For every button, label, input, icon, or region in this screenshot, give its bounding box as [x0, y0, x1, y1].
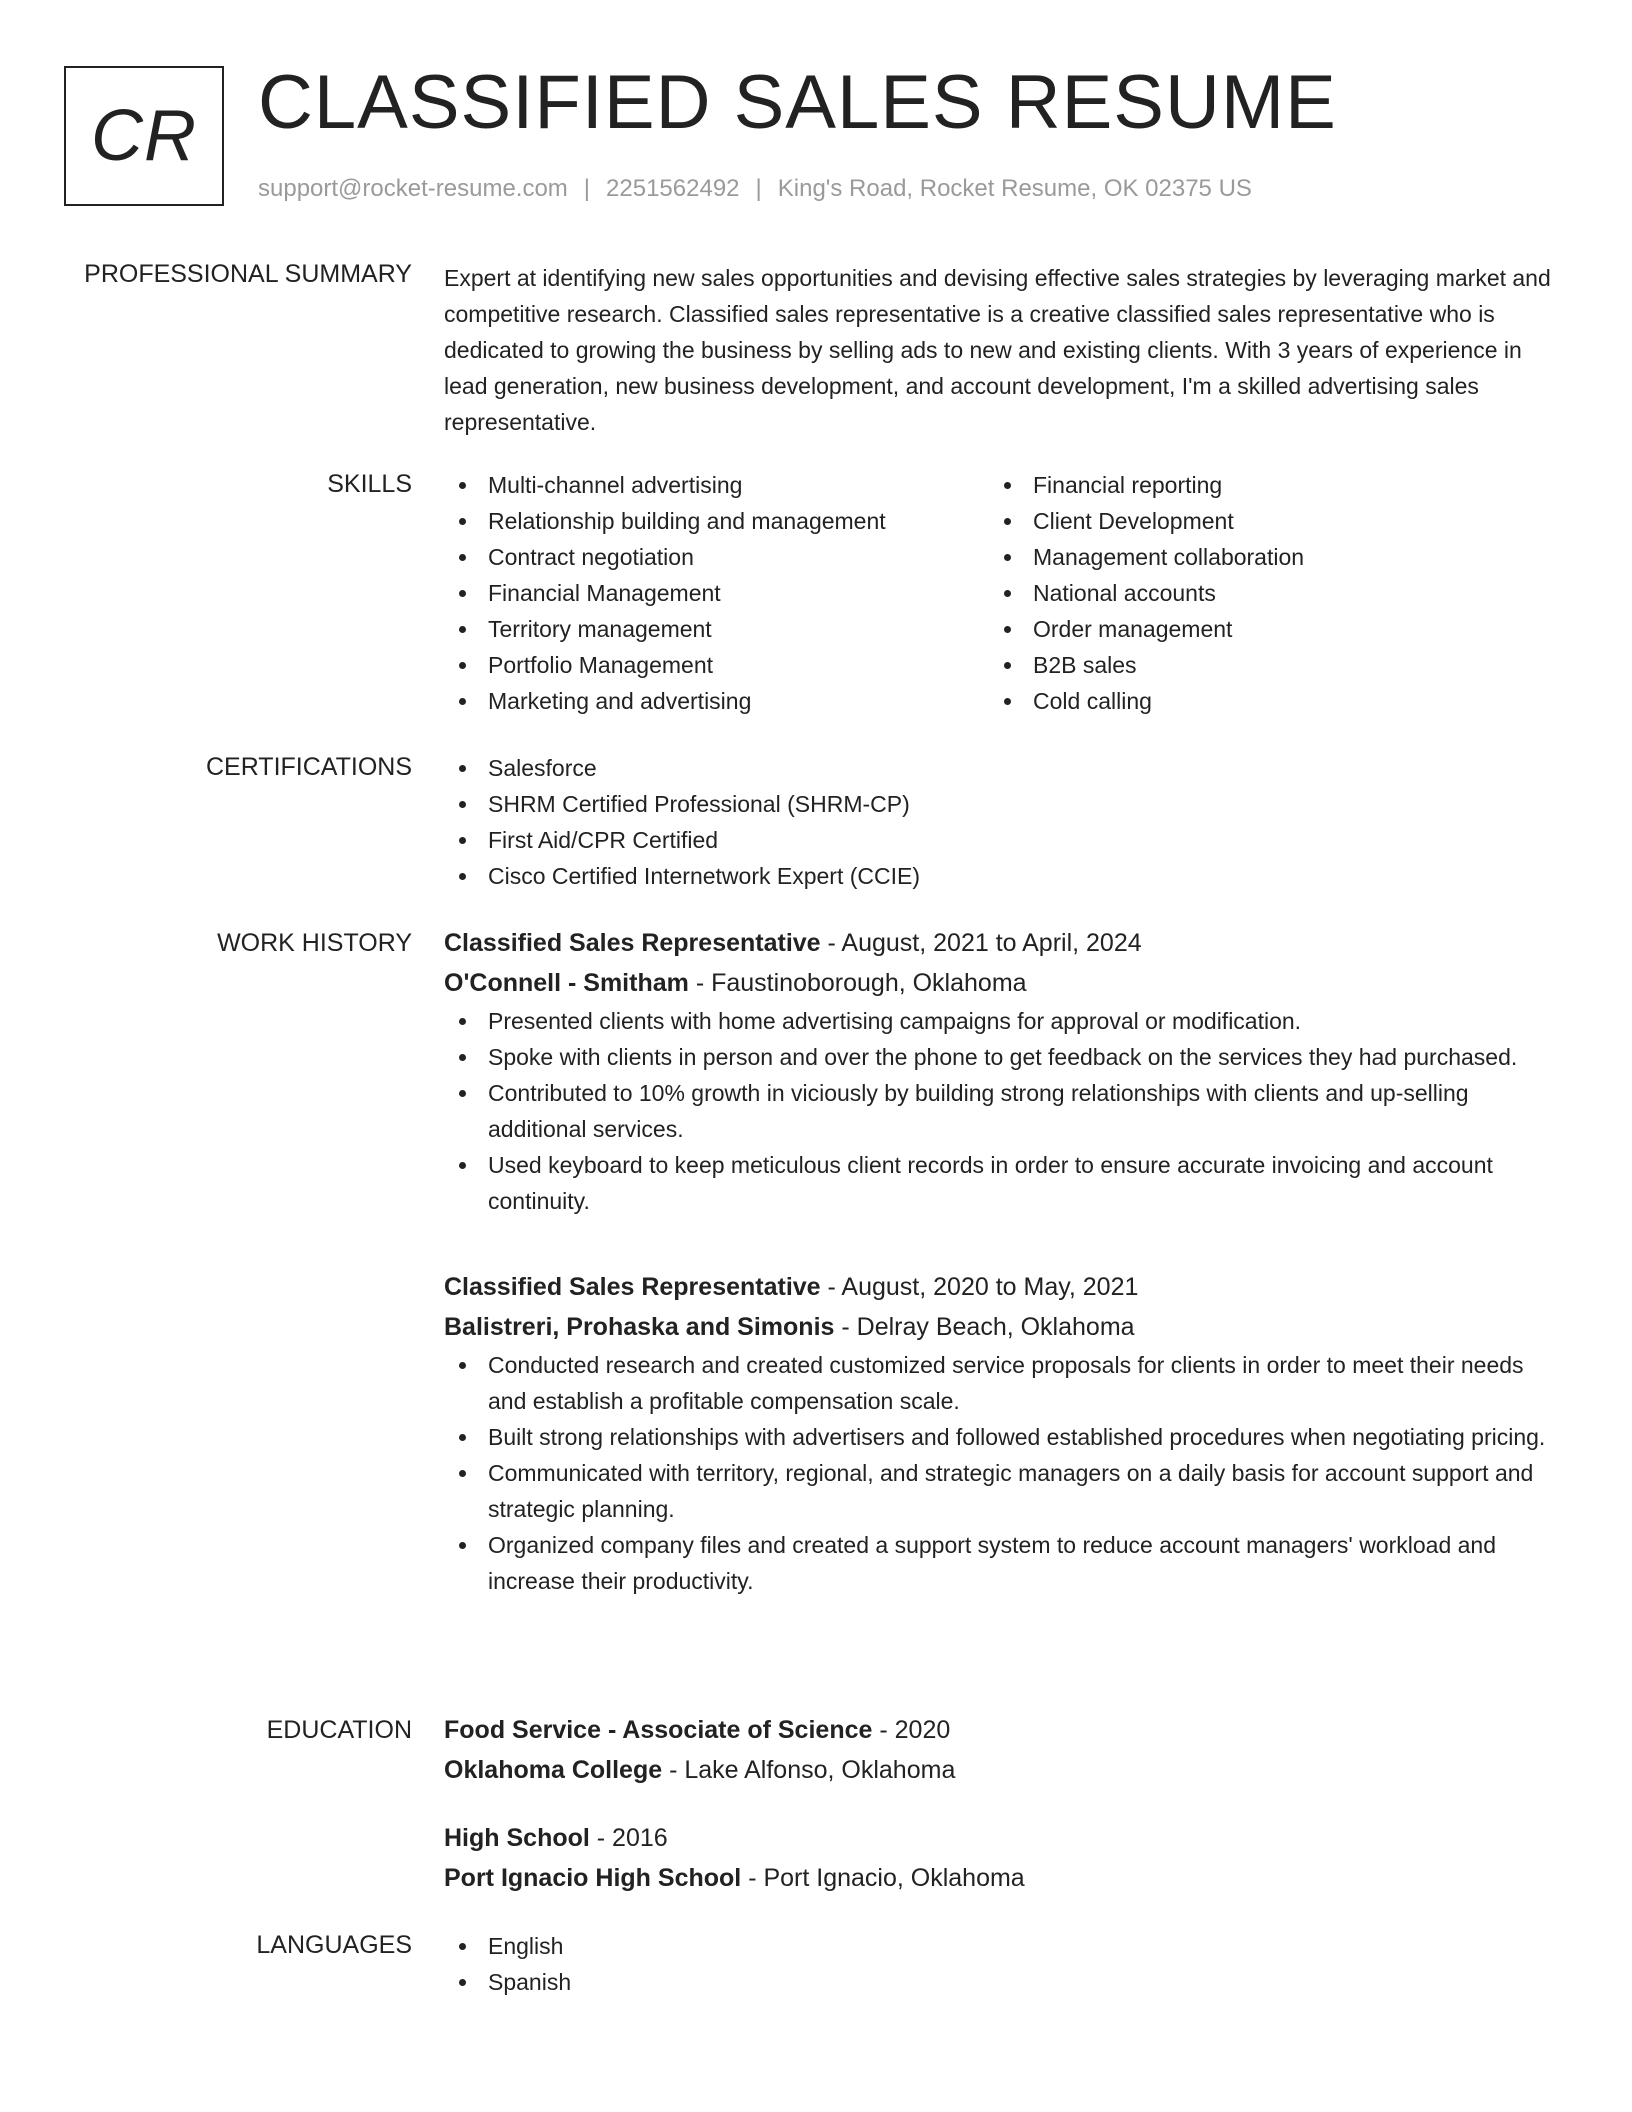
- skill-item: National accounts: [989, 575, 1529, 611]
- language-item: Spanish: [444, 1964, 1556, 2000]
- job-bullets: [444, 1003, 1556, 1219]
- skills-column-right: [989, 467, 1529, 719]
- certifications-body: [444, 750, 1556, 894]
- job-entry: [444, 923, 1556, 1219]
- languages-body: [444, 1928, 1556, 2000]
- job-role: Classified Sales Representative: [444, 1273, 821, 1301]
- education-entry: [444, 1818, 1556, 1898]
- education-degree-line: [444, 1710, 1556, 1750]
- skill-item: Financial Management: [444, 575, 984, 611]
- education-entry: [444, 1710, 1556, 1790]
- education-location: - Lake Alfonso, Oklahoma: [669, 1756, 956, 1784]
- skill-item: Financial reporting: [989, 467, 1529, 503]
- certification-item: First Aid/CPR Certified: [444, 822, 1556, 858]
- education-degree-line: [444, 1818, 1556, 1858]
- job-bullet: Spoke with clients in person and over the phone to get feedback on the services they had purchased.: [444, 1039, 1556, 1075]
- job-company: Balistreri, Prohaska and Simonis: [444, 1313, 835, 1341]
- work-history-label: WORK HISTORY: [217, 929, 412, 957]
- job-bullet: Communicated with territory, regional, and strategic managers on a daily basis for account support and strategic planning.: [444, 1455, 1556, 1527]
- summary-body: [444, 260, 1556, 440]
- skill-item: Multi-channel advertising: [444, 467, 984, 503]
- certifications-label: CERTIFICATIONS: [205, 753, 412, 781]
- skill-item: Portfolio Management: [444, 647, 984, 683]
- skill-item: Management collaboration: [989, 539, 1529, 575]
- education-school-line: [444, 1750, 1556, 1790]
- languages-label: LANGUAGES: [256, 1931, 412, 1959]
- skill-item: Marketing and advertising: [444, 683, 984, 719]
- job-bullets: [444, 1347, 1556, 1599]
- education-body: [444, 1710, 1556, 1898]
- skill-item: Relationship building and management: [444, 503, 984, 539]
- job-company-line: [444, 963, 1556, 1003]
- education-location: - Port Ignacio, Oklahoma: [748, 1864, 1025, 1892]
- contact-separator: |: [583, 175, 591, 202]
- education-school: Oklahoma College: [444, 1756, 663, 1784]
- certification-item: Cisco Certified Internetwork Expert (CCIE): [444, 858, 1556, 894]
- work-history-body: [444, 923, 1556, 1599]
- initials-monogram: CR: [64, 66, 224, 206]
- skill-item: B2B sales: [989, 647, 1529, 683]
- job-location: - Faustinoborough, Oklahoma: [695, 969, 1027, 997]
- education-degree: Food Service - Associate of Science: [444, 1716, 873, 1744]
- job-bullet: Conducted research and created customized service proposals for clients in order to meet their needs and establish a profitable compensation scale.: [444, 1347, 1556, 1419]
- job-bullet: Used keyboard to keep meticulous client records in order to ensure accurate invoicing and account continuity.: [444, 1147, 1556, 1219]
- job-company: O'Connell - Smitham: [444, 969, 689, 997]
- education-year: - 2016: [596, 1824, 668, 1852]
- certification-item: Salesforce: [444, 750, 1556, 786]
- summary-label: PROFESSIONAL SUMMARY: [84, 260, 412, 288]
- job-title-line: [444, 1267, 1556, 1307]
- job-entry: [444, 1267, 1556, 1599]
- skill-item: Order management: [989, 611, 1529, 647]
- skill-item: Cold calling: [989, 683, 1529, 719]
- contact-email: support@rocket-resume.com: [258, 175, 568, 202]
- job-location: - Delray Beach, Oklahoma: [841, 1313, 1135, 1341]
- education-year: - 2020: [879, 1716, 951, 1744]
- certification-item: SHRM Certified Professional (SHRM-CP): [444, 786, 1556, 822]
- summary-text: Expert at identifying new sales opportunities and devising effective sales strategies by leveraging market and competitive research. Classified sales representative is a creative classified sales representative who is dedicated to growing the business by selling ads to new and existing clients. With 3 years of experience in lead generation, new business development, and account development, I'm a skilled advertising sales representative.: [444, 265, 1551, 435]
- job-dates: - August, 2021 to April, 2024: [827, 929, 1142, 957]
- skill-item: Territory management: [444, 611, 984, 647]
- education-label: EDUCATION: [266, 1716, 412, 1744]
- contact-phone: 2251562492: [606, 175, 740, 202]
- contact-address: King's Road, Rocket Resume, OK 02375 US: [777, 175, 1252, 202]
- job-company-line: [444, 1307, 1556, 1347]
- job-bullet: Presented clients with home advertising campaigns for approval or modification.: [444, 1003, 1556, 1039]
- job-role: Classified Sales Representative: [444, 929, 821, 957]
- education-school: Port Ignacio High School: [444, 1864, 742, 1892]
- skill-item: Client Development: [989, 503, 1529, 539]
- contact-separator: |: [755, 175, 762, 202]
- skills-label: SKILLS: [327, 470, 412, 498]
- resume-title: CLASSIFIED SALES RESUME: [258, 60, 1337, 145]
- job-bullet: Contributed to 10% growth in viciously by building strong relationships with clients and up-selling additional services.: [444, 1075, 1556, 1147]
- language-item: English: [444, 1928, 1556, 1964]
- education-school-line: [444, 1858, 1556, 1898]
- skills-column-left: [444, 467, 984, 719]
- contact-line: [258, 174, 1252, 204]
- skill-item: Contract negotiation: [444, 539, 984, 575]
- job-bullet: Built strong relationships with advertisers and followed established procedures when negotiating pricing.: [444, 1419, 1556, 1455]
- job-bullet: Organized company files and created a support system to reduce account managers' workload and increase their productivity.: [444, 1527, 1556, 1599]
- job-title-line: [444, 923, 1556, 963]
- education-degree: High School: [444, 1824, 590, 1852]
- job-dates: - August, 2020 to May, 2021: [827, 1273, 1139, 1301]
